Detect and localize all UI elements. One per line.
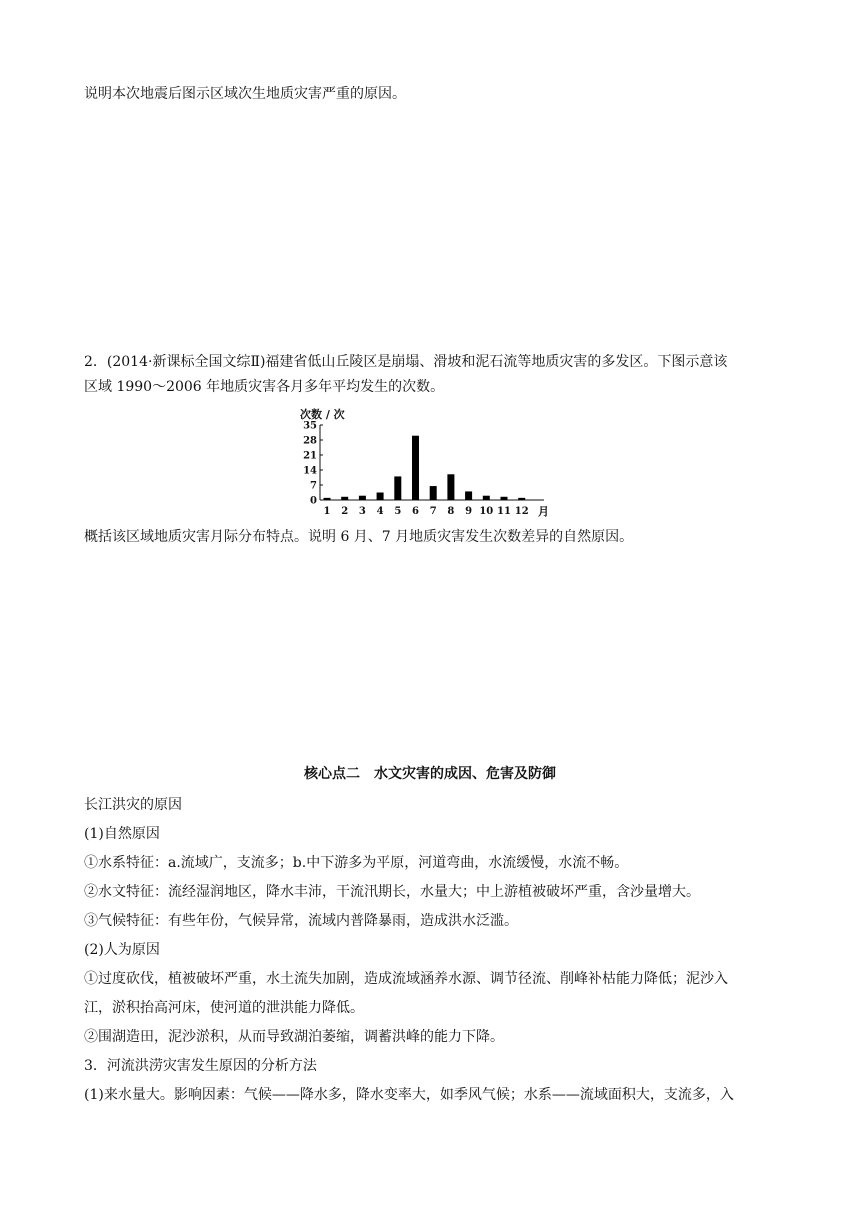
section-line-2: (1)自然原因 <box>84 826 160 842</box>
bar-chart <box>300 403 560 518</box>
section-line-9: ②围湖造田，泥沙淤积，从而导致湖泊萎缩，调蓄洪峰的能力下降。 <box>84 1029 504 1045</box>
x-tick-label: 4 <box>376 506 384 517</box>
x-tick-label: 10 <box>479 506 494 517</box>
y-tick-label: 28 <box>303 435 317 447</box>
bar-month-2 <box>341 497 348 500</box>
section-title: 核心点二 水文灾害的成因、危害及防御 <box>304 766 556 782</box>
x-tick-label: 12 <box>514 506 529 517</box>
y-tick-label: 35 <box>303 420 317 432</box>
section-line-8: 江，淤积抬高河床，使河道的泄洪能力降低。 <box>84 1000 364 1016</box>
section-line-3: ①水系特征：a.流域广，支流多；b.中下游多为平原，河道弯曲，水流缓慢，水流不畅。 <box>84 855 629 871</box>
q2-text-line1: 2．(2014·新课标全国文综Ⅱ)福建省低山丘陵区是崩塌、滑坡和泥石流等地质灾害的多发区。下图示意该 <box>84 354 728 370</box>
y-tick-label: 14 <box>303 465 317 477</box>
bar-month-6 <box>412 436 419 500</box>
q1-text: 说明本次地震后图示区域次生地质灾害严重的原因。 <box>84 86 406 102</box>
section-line-11: (1)来水量大。影响因素：气候——降水多，降水变率大，如季风气候；水系——流域面积大，支流多，入 <box>84 1087 734 1103</box>
x-tick-label: 5 <box>394 506 402 517</box>
bar-month-9 <box>465 491 472 500</box>
section-line-7: ①过度砍伐，植被破坏严重，水土流失加剧，造成流域涵养水源、调节径流、削峰补枯能力降低；泥沙入 <box>84 971 728 987</box>
q2-text-line2: 区域 1990～2006 年地质灾害各月多年平均发生的次数。 <box>84 379 445 395</box>
x-tick-label: 7 <box>429 506 437 517</box>
bar-month-8 <box>447 474 454 500</box>
bar-month-10 <box>483 496 490 500</box>
x-tick-label: 2 <box>341 506 349 517</box>
x-tick-label: 1 <box>323 506 331 517</box>
q2-question: 概括该区域地质灾害月际分布特点。说明 6 月、7 月地质灾害发生次数差异的自然原因。 <box>84 529 634 545</box>
section-line-4: ②水文特征：流经湿润地区，降水丰沛，干流汛期长，水量大；中上游植被破坏严重，含沙量增大。 <box>84 884 700 900</box>
bar-month-1 <box>324 498 331 500</box>
bar-month-11 <box>501 497 508 500</box>
y-tick-label: 7 <box>310 480 317 492</box>
x-axis-unit: 月 <box>538 505 549 518</box>
bar-month-5 <box>394 476 401 500</box>
bar-month-4 <box>377 493 384 501</box>
x-tick-label: 11 <box>497 506 511 517</box>
bar-month-7 <box>430 486 437 500</box>
section-line-1: 长江洪灾的原因 <box>84 797 182 813</box>
section-line-5: ③气候特征：有些年份，气候异常，流域内普降暴雨，造成洪水泛滥。 <box>84 913 518 929</box>
x-tick-label: 9 <box>465 506 473 517</box>
bar-month-12 <box>518 498 525 500</box>
y-tick-label: 21 <box>303 450 317 462</box>
bar-month-3 <box>359 496 366 500</box>
section-line-6: (2)人为原因 <box>84 942 160 958</box>
x-tick-label: 3 <box>358 506 366 517</box>
x-tick-label: 8 <box>447 506 455 517</box>
y-tick-label: 0 <box>310 495 317 507</box>
y-axis-label: 次数 / 次 <box>300 408 345 421</box>
section-line-10: 3．河流洪涝灾害发生原因的分析方法 <box>84 1058 317 1074</box>
x-tick-label: 6 <box>412 506 419 517</box>
